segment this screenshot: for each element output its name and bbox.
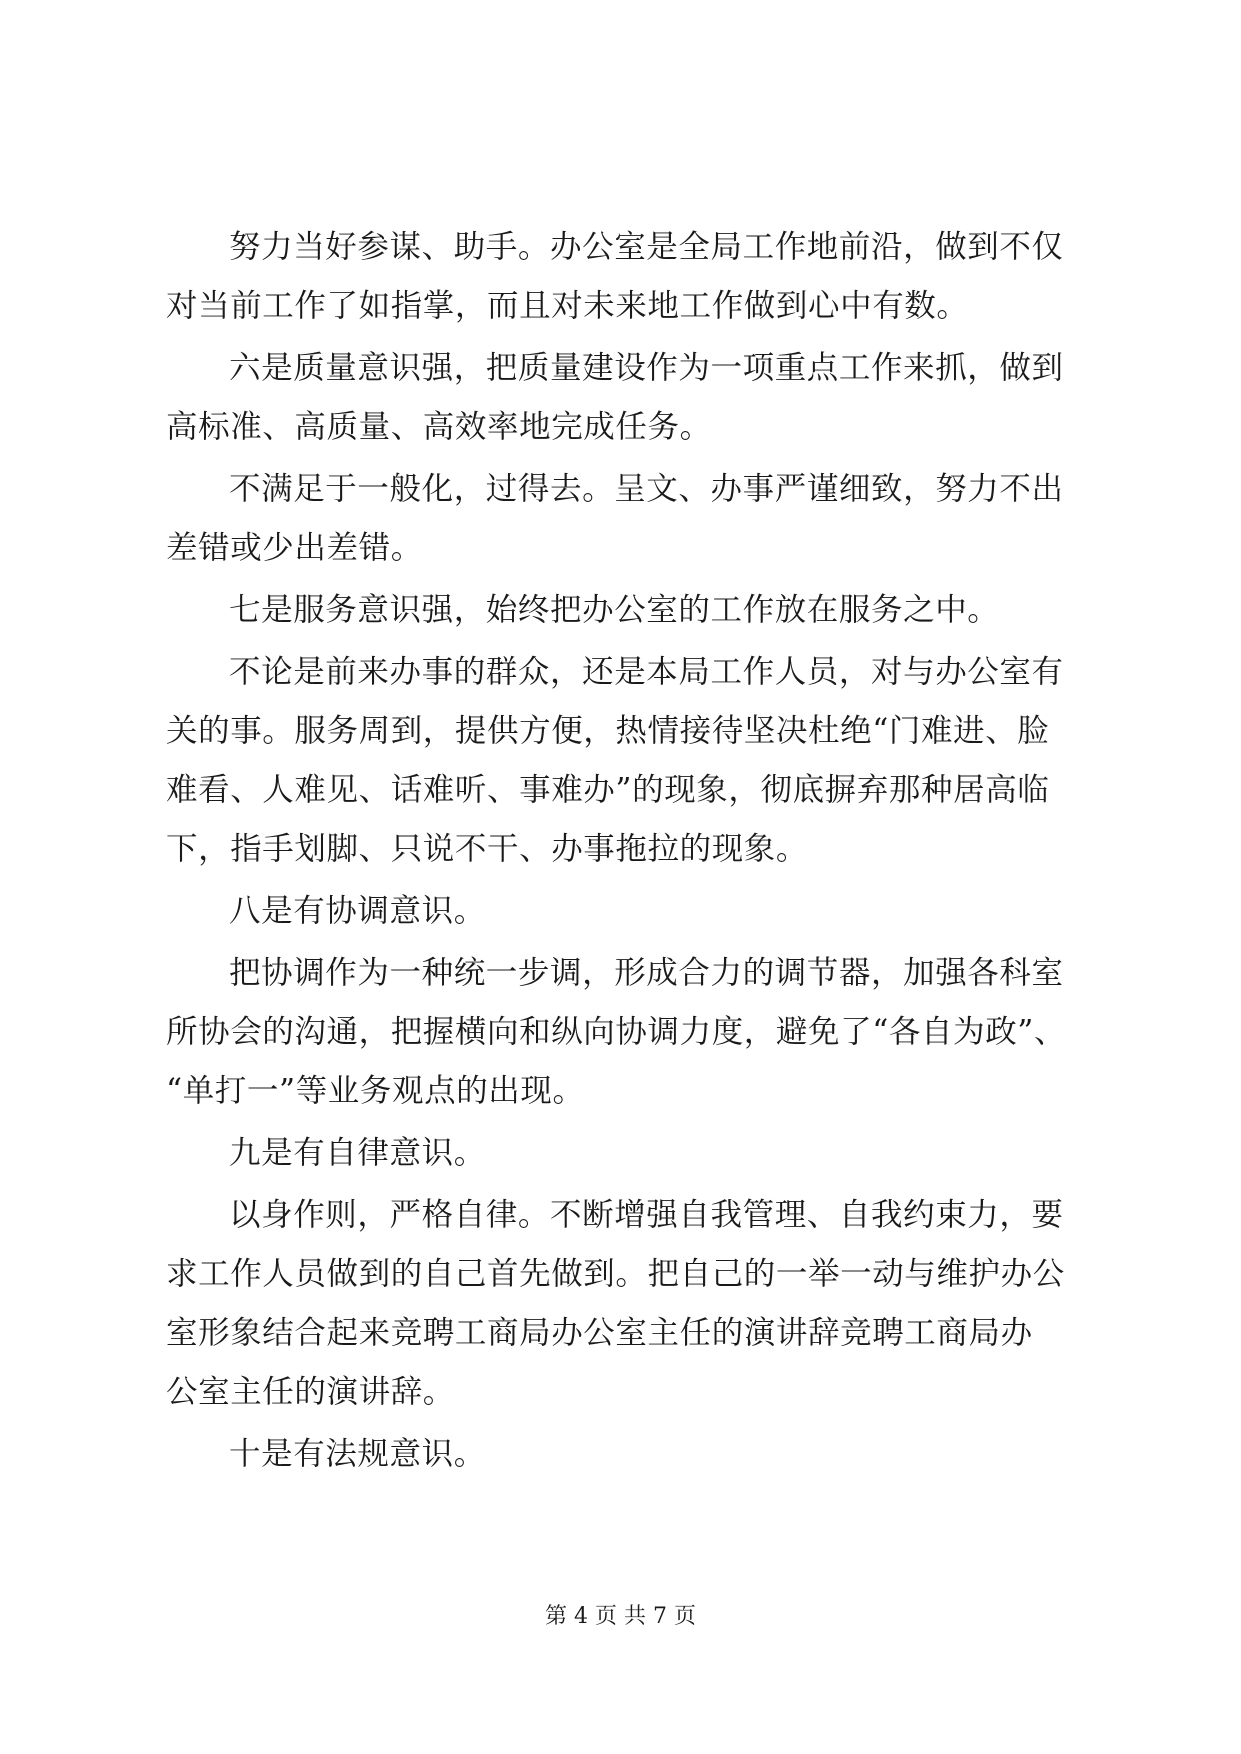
text-line: 高标准、高质量、高效率地完成任务。: [166, 409, 712, 445]
text-line: 所协会的沟通，把握横向和纵向协调力度，避免了“各自为政”、: [166, 1014, 1067, 1050]
text-line: 关的事。服务周到，提供方便，热情接待坚决杜绝“门难进、脸: [166, 713, 1050, 749]
text-line: 不满足于一般化，过得去。呈文、办事严谨细致，努力不出: [229, 471, 1064, 507]
text-line: 六是质量意识强，把质量建设作为一项重点工作来抓，做到: [229, 350, 1064, 386]
text-line: 八是有协调意识。: [229, 893, 486, 929]
text-line: 不论是前来办事的群众，还是本局工作人员，对与办公室有: [229, 654, 1064, 690]
page-footer: 第 4 页 共 7 页: [545, 1604, 696, 1629]
text-line: 七是服务意识强，始终把办公室的工作放在服务之中。: [229, 592, 1000, 628]
text-line: 十是有法规意识。: [229, 1436, 486, 1472]
text-line: 努力当好参谋、助手。办公室是全局工作地前沿，做到不仅: [229, 229, 1064, 265]
text-line: 公室主任的演讲辞。: [166, 1374, 455, 1410]
text-line: 把协调作为一种统一步调，形成合力的调节器，加强各科室: [229, 955, 1064, 991]
text-line: 九是有自律意识。: [229, 1135, 486, 1171]
text-line: 对当前工作了如指掌，而且对未来地工作做到心中有数。: [166, 288, 969, 324]
text-line: 以身作则，严格自律。不断增强自我管理、自我约束力，要: [229, 1197, 1064, 1233]
text-line: 求工作人员做到的自己首先做到。把自己的一举一动与维护办公: [166, 1256, 1065, 1292]
text-line: 难看、人难见、话难听、事难办”的现象，彻底摒弃那种居高临: [166, 772, 1050, 808]
text-line: “单打一”等业务观点的出现。: [166, 1073, 585, 1109]
text-line: 室形象结合起来竞聘工商局办公室主任的演讲辞竞聘工商局办: [166, 1315, 1033, 1351]
text-line: 差错或少出差错。: [166, 530, 423, 566]
text-line: 下，指手划脚、只说不干、办事拖拉的现象。: [166, 831, 809, 867]
